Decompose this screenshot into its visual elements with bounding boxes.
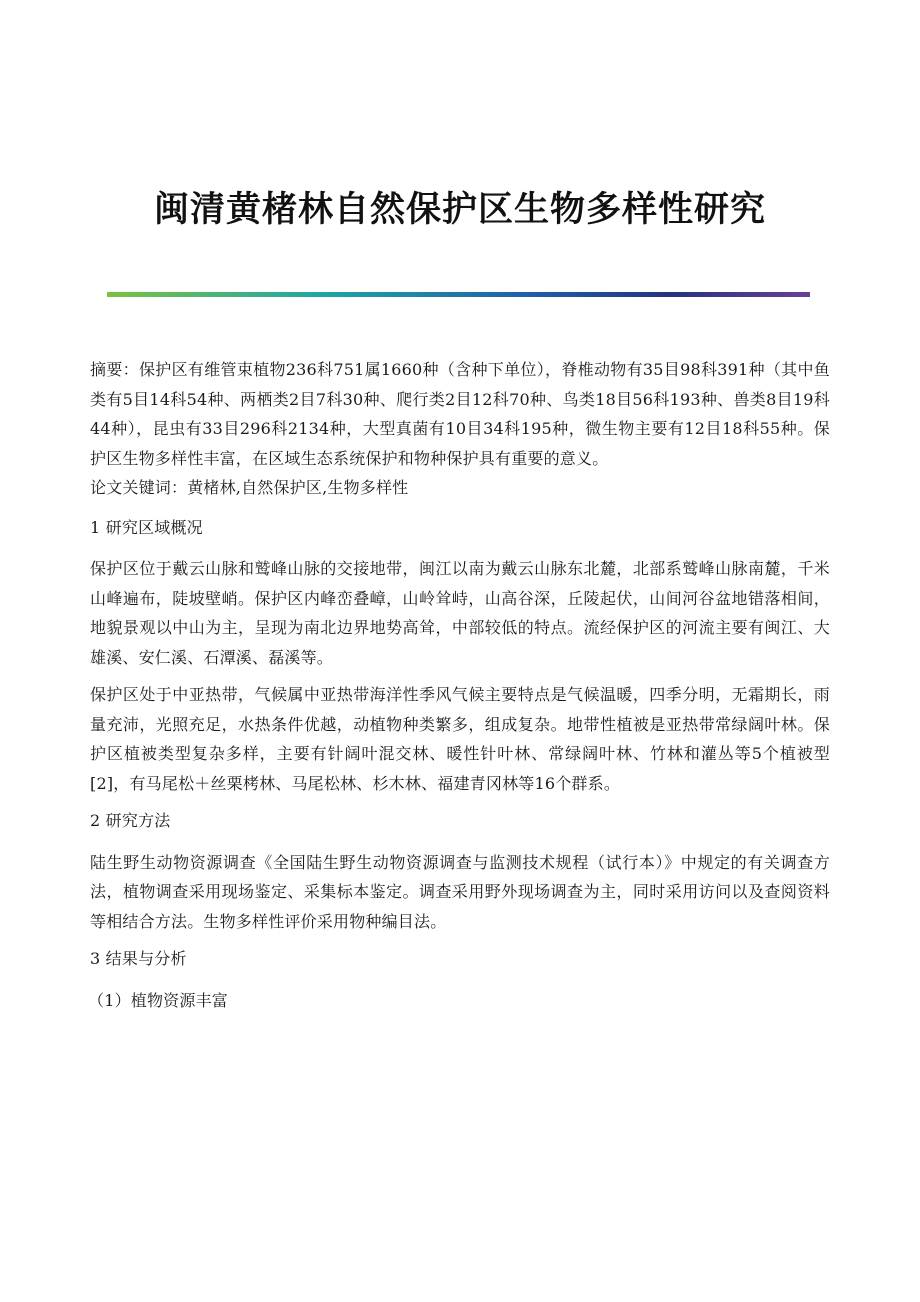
section-1-paragraph-2: 保护区处于中亚热带，气候属中亚热带海洋性季风气候主要特点是气候温暖，四季分明，无霜期长，雨量充沛，光照充足，水热条件优越，动植物种类繁多，组成复杂。地带性植被是亚热带常绿阔叶林。保护区植被类型复杂多样，主要有针阔叶混交林、暖性针叶林、常绿阔叶林、竹林和灌丛等5个植被型[2]，有马尾松＋丝栗栲林、马尾松林、杉木林、福建青冈林等16个群系。 <box>90 685 830 793</box>
section-3-heading: 3 结果与分析 <box>90 949 187 968</box>
section-1-heading: 1 研究区域概况 <box>90 517 203 537</box>
section-3-subheading: （1）植物资源丰富 <box>88 990 228 1010</box>
section-2-heading: 2 研究方法 <box>90 811 171 830</box>
article-body <box>90 355 830 1015</box>
section-1-paragraph-1: 保护区位于戴云山脉和鹫峰山脉的交接地带，闽江以南为戴云山脉东北麓，北部系鹫峰山脉南麓，千米山峰遍布，陡坡壁峭。保护区内峰峦叠嶂，山岭耸峙，山高谷深，丘陵起伏，山间河谷盆地错落相间，地貌景观以中山为主，呈现为南北边界地势高耸，中部较低的特点。流经保护区的河流主要有闽江、大雄溪、安仁溪、石潭溪、磊溪等。 <box>90 559 830 667</box>
section-2-paragraph-1: 陆生野生动物资源调查《全国陆生野生动物资源调查与监测技术规程（试行本）》中规定的有关调查方法，植物调查采用现场鉴定、采集标本鉴定。调查采用野外现场调查为主，同时采用访问以及查阅资料等相结合方法。生物多样性评价采用物种编目法。 <box>90 852 830 931</box>
abstract: 摘要：保护区有维管束植物236科751属1660种（含种下单位），脊椎动物有35目98科391种（其中鱼类有5目14科54种、两栖类2目7科30种、爬行类2目12科70种、鸟类18目56科193种、兽类8目19科44种），昆虫有33目296科2134种，大型真菌有10目34科195种，微生物主要有12目18科55种。保护区生物多样性丰富，在区域生态系统保护和物种保护具有重要的意义。 <box>90 360 830 468</box>
page-title: 闽清黄楮林自然保护区生物多样性研究 <box>153 190 766 230</box>
title-divider <box>107 292 810 297</box>
keywords: 论文关键词：黄楮林,自然保护区,生物多样性 <box>90 478 409 497</box>
